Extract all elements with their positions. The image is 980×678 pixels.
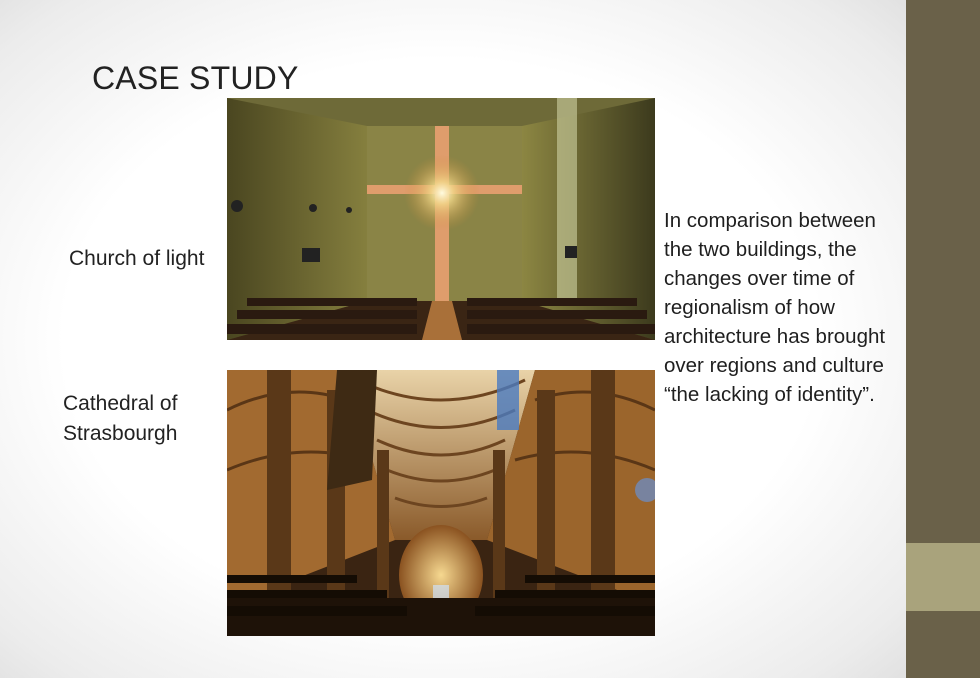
sidebar-band-accent <box>906 543 980 611</box>
church-label: Church of light <box>69 247 205 270</box>
slide-title: CASE STUDY <box>92 60 299 96</box>
comparison-text: In comparison between the two buildings, the changes over time of regionalism of how architecture has brought over regions and culture “the lacking of identity”. <box>664 209 886 406</box>
church-of-light-photo <box>227 98 655 340</box>
sidebar-band-top <box>906 0 980 543</box>
cathedral-label: Cathedral of Strasbourgh <box>63 392 178 445</box>
cathedral-of-strasbourg-photo <box>227 370 655 636</box>
sidebar-band-bottom <box>906 611 980 678</box>
